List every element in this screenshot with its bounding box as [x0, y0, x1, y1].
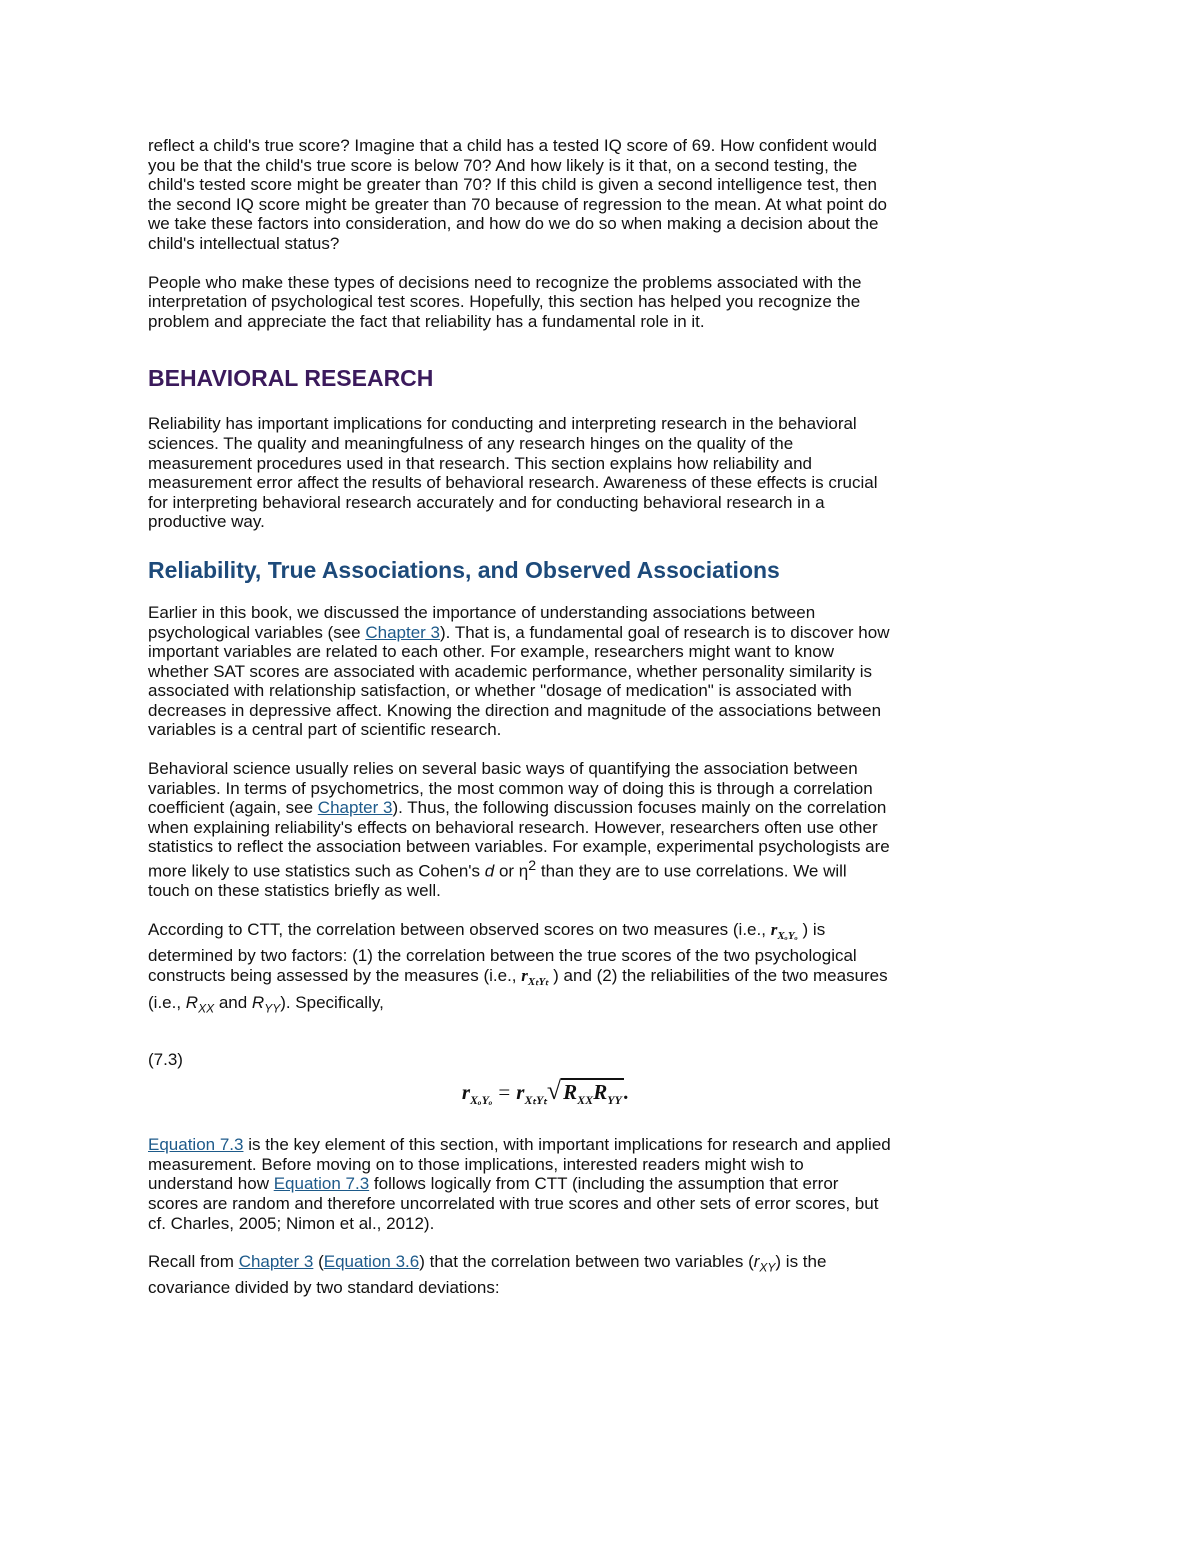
chapter-3-link-2[interactable]: Chapter 3	[317, 798, 393, 818]
equation-7-3: $r_{X_oY_o} = r_{X_tY_t}√R_{XX}R_{YY}$.	[148, 1081, 893, 1121]
paragraph-ctt: According to CTT, the correlation between observed scores on two measures (i.e., $r_{X_oY_o}$ ) is determined by two factors: (1) the correlation between the true scores of the two psychological constructs being assessed by the measures (i.e., $r_{X_tY_t}$ ) and (2) the reliabilities of the two measures (i.e., $R_{XX}$ and $R_{YY}$). Specifically,	[148, 919, 888, 1016]
paragraph-iq-score: reflect a child's true score? Imagine that a child has a tested IQ score of 69. How confident would you be that the child's true score is below 70? And how likely is it that, on a second testing, the child's tested score might be greater than 70? If this child is given a second intelligence test, then the second IQ score might be greater than 70 because of regression to the mean. At what point do we take these factors into consideration, and how do we do so when making a decision about the child's intellectual status?	[148, 136, 888, 253]
reliability-y-symbol: $R_{YY}$	[251, 992, 281, 1016]
document-page	[148, 136, 893, 1317]
observed-correlation-symbol: $r_{X_oY_o}$	[770, 919, 798, 942]
chapter-3-link-3[interactable]: Chapter 3	[238, 1252, 314, 1272]
paragraph-recall: Recall from Chapter 3 (Equation 3.6) that the correlation between two variables $(r_{XY})$ is the covariance divided by two standard deviations:	[148, 1252, 827, 1298]
correlation-xy-symbol: $r_{XY}$	[753, 1252, 776, 1275]
true-correlation-symbol: $r_{X_tY_t}$	[521, 966, 549, 989]
paragraph-equation-key: Equation 7.3 is the key element of this section, with important implications for research and applied measurement. Before moving on to those implications, interested readers might wish to understand how Equation 7.3 follows logically from CTT (including the assumption that error scores are random and therefore uncorrelated with true scores and other sets of error scores, but cf. Charles, 2005; Nimon et al., 2012).	[148, 1135, 891, 1233]
equation-number: (7.3)	[148, 1049, 183, 1069]
equation-7-3-link-2[interactable]: Equation 7.3	[273, 1174, 370, 1194]
chapter-3-link[interactable]: Chapter 3	[365, 622, 441, 642]
square-root: $√R_{XX}R_{YY}$	[546, 1076, 622, 1108]
paragraph-quantifying: Behavioral science usually relies on several basic ways of quantifying the association between variables. In terms of psychometrics, the most common way of doing this is through a correlation coefficient (again, see Chapter 3). Thus, the following discussion focuses mainly on the correlation when explaining reliability's effects on behavioral research. However, researchers often use other statistics to reflect the association between variables. For example, experimental psychologists are more likely to use statistics such as Cohen's d or $\eta^2$ than they are to use correlations. We will touch on these statistics briefly as well.	[148, 759, 890, 901]
equation-3-6-link[interactable]: Equation 3.6	[323, 1252, 420, 1272]
section-heading: BEHAVIORAL RESEARCH	[148, 365, 434, 392]
reliability-x-symbol: $R_{XX}$	[185, 992, 215, 1016]
subsection-heading: Reliability, True Associations, and Observed Associations	[148, 556, 780, 583]
paragraph-decisions: People who make these types of decisions need to recognize the problems associated with the interpretation of psychological test scores. Hopefully, this section has helped you recognize the problem and appreciate the fact that reliability has a fundamental role in it.	[148, 272, 862, 331]
paragraph-associations: Earlier in this book, we discussed the importance of understanding associations between psychological variables (see Chapter 3). That is, a fundamental goal of research is to discover how important variables are related to each other. For example, researchers might want to know whether SAT scores are associated with academic performance, whether personality similarity is associated with relationship satisfaction, or whether "dosage of medication" is associated with decreases in depressive affect. Knowing the direction and magnitude of the associations between variables is a central part of scientific research.	[148, 602, 890, 740]
equation-7-3-link[interactable]: Equation 7.3	[148, 1135, 244, 1155]
paragraph-reliability-implications: Reliability has important implications for conducting and interpreting research in the behavioral sciences. The quality and meaningfulness of any research hinges on the quality of the measurement procedures used in that research. This section explains how reliability and measurement error affect the results of behavioral research. Awareness of these effects is crucial for interpreting behavioral research accurately and for conducting behavioral research in a productive way.	[148, 414, 878, 532]
